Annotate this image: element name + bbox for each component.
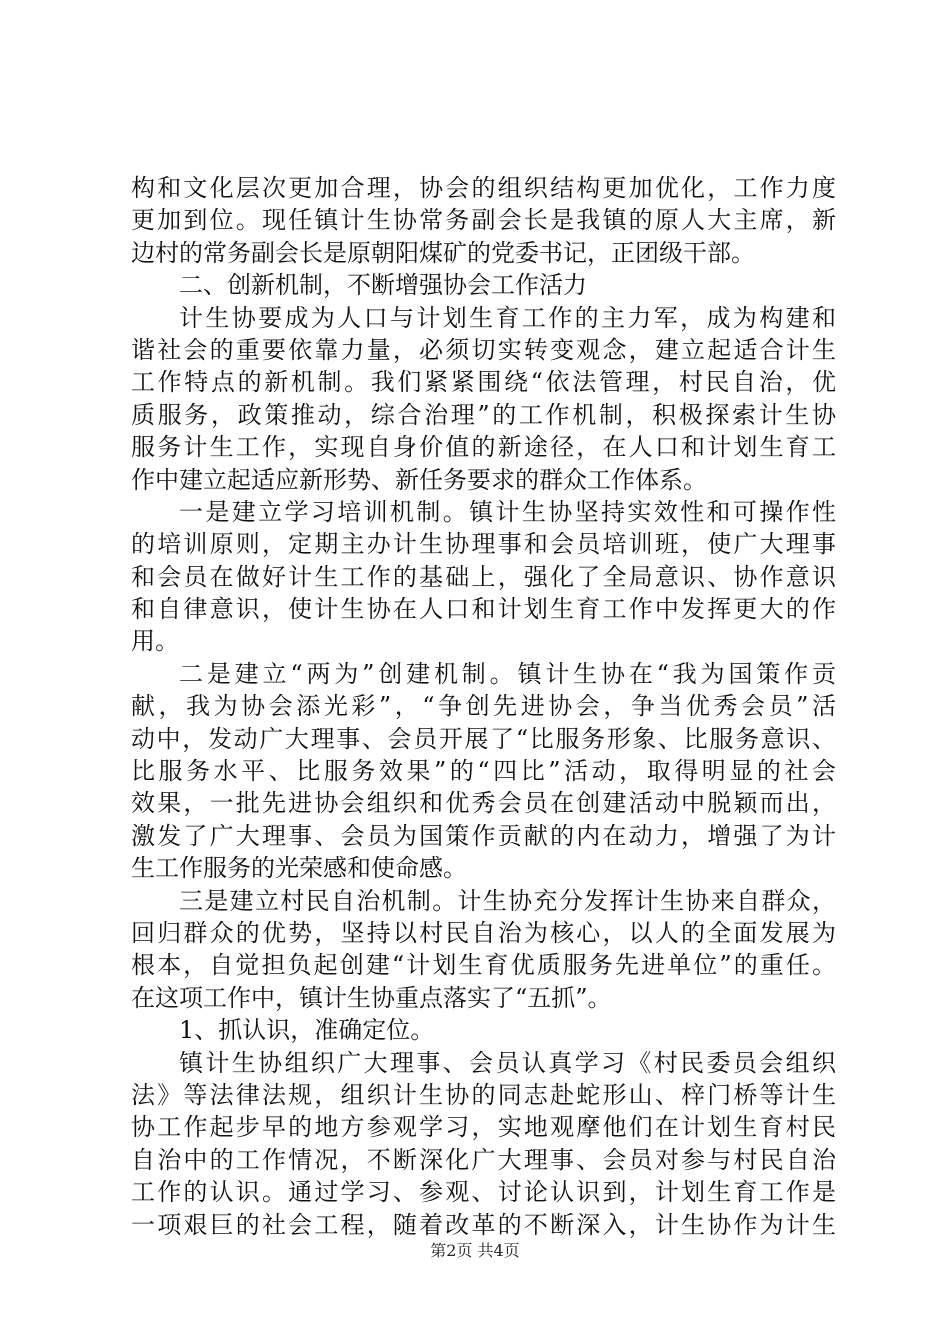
text-line: 法》等法律法规，组织计生协的同志赴蛇形山、梓门桥等计生 — [131, 1080, 836, 1109]
text-line: 和自律意识，使计生协在人口和计划生育工作中发挥更大的作 — [131, 595, 836, 624]
document-body — [131, 172, 836, 1241]
text-line: 二是建立“两为”创建机制。镇计生协在“我为国策作贡 — [179, 659, 836, 688]
text-line: 更加到位。现任镇计生协常务副会长是我镇的原人大主席，新 — [131, 206, 836, 235]
text-line: 自治中的工作情况，不断深化广大理事、会员对参与村民自治 — [131, 1145, 836, 1174]
text-line: 根本，自觉担负起创建“计划生育优质服务先进单位”的重任。 — [131, 951, 836, 980]
text-line: 献，我为协会添光彩”，“争创先进协会，争当优秀会员”活 — [131, 692, 836, 721]
page-footer: 第2页 共4页 — [430, 1241, 520, 1260]
text-line: 动中，发动广大理事、会员开展了“比服务形象、比服务意识、 — [131, 724, 836, 753]
text-line: 用。 — [131, 627, 179, 656]
text-line: 工作特点的新机制。我们紧紧围绕“依法管理，村民自治，优 — [131, 368, 836, 397]
text-line: 一是建立学习培训机制。镇计生协坚持实效性和可操作性 — [179, 497, 836, 526]
text-line: 服务计生工作，实现自身价值的新途径，在人口和计划生育工 — [131, 433, 836, 462]
text-line: 镇计生协组织广大理事、会员认真学习《村民委员会组织 — [179, 1048, 836, 1077]
text-line: 的培训原则，定期主办计生协理事和会员培训班，使广大理事 — [131, 530, 836, 559]
text-line: 构和文化层次更加合理，协会的组织结构更加优化，工作力度 — [131, 174, 836, 202]
text-line: 谐社会的重要依靠力量，必须切实转变观念，建立起适合计生 — [131, 335, 836, 364]
text-line: 比服务水平、比服务效果”的“四比”活动，取得明显的社会 — [131, 757, 836, 786]
text-line: 回归群众的优势，坚持以村民自治为核心，以人的全面发展为 — [131, 918, 836, 947]
text-line: 作中建立起适应新形势、新任务要求的群众工作体系。 — [131, 465, 707, 494]
text-line: 生工作服务的光荣感和使命感。 — [131, 854, 467, 883]
text-line: 边村的常务副会长是原朝阳煤矿的党委书记，正团级干部。 — [131, 238, 755, 267]
text-line: 激发了广大理事、会员为国策作贡献的内在动力，增强了为计 — [131, 821, 836, 850]
text-line: 协工作起步早的地方参观学习，实地观摩他们在计划生育村民 — [131, 1113, 836, 1142]
text-line: 在这项工作中，镇计生协重点落实了“五抓”。 — [131, 983, 612, 1012]
text-line: 一项艰巨的社会工程，随着改革的不断深入，计生协作为计生 — [131, 1210, 836, 1239]
text-line: 计生协要成为人口与计划生育工作的主力军，成为构建和 — [179, 303, 836, 332]
text-line: 三是建立村民自治机制。计生协充分发挥计生协来自群众， — [179, 886, 836, 915]
section-heading: 二、创新机制，不断增强协会工作活力 — [179, 271, 587, 300]
text-line: 质服务，政策推动，综合治理”的工作机制，积极探索计生协 — [131, 400, 836, 429]
text-line: 工作的认识。通过学习、参观、讨论认识到，计划生育工作是 — [131, 1178, 836, 1207]
text-line: 和会员在做好计生工作的基础上，强化了全局意识、协作意识 — [131, 562, 836, 591]
text-line: 效果，一批先进协会组织和优秀会员在创建活动中脱颖而出， — [131, 789, 836, 818]
subsection-heading: 1、抓认识，准确定位。 — [179, 1016, 435, 1045]
